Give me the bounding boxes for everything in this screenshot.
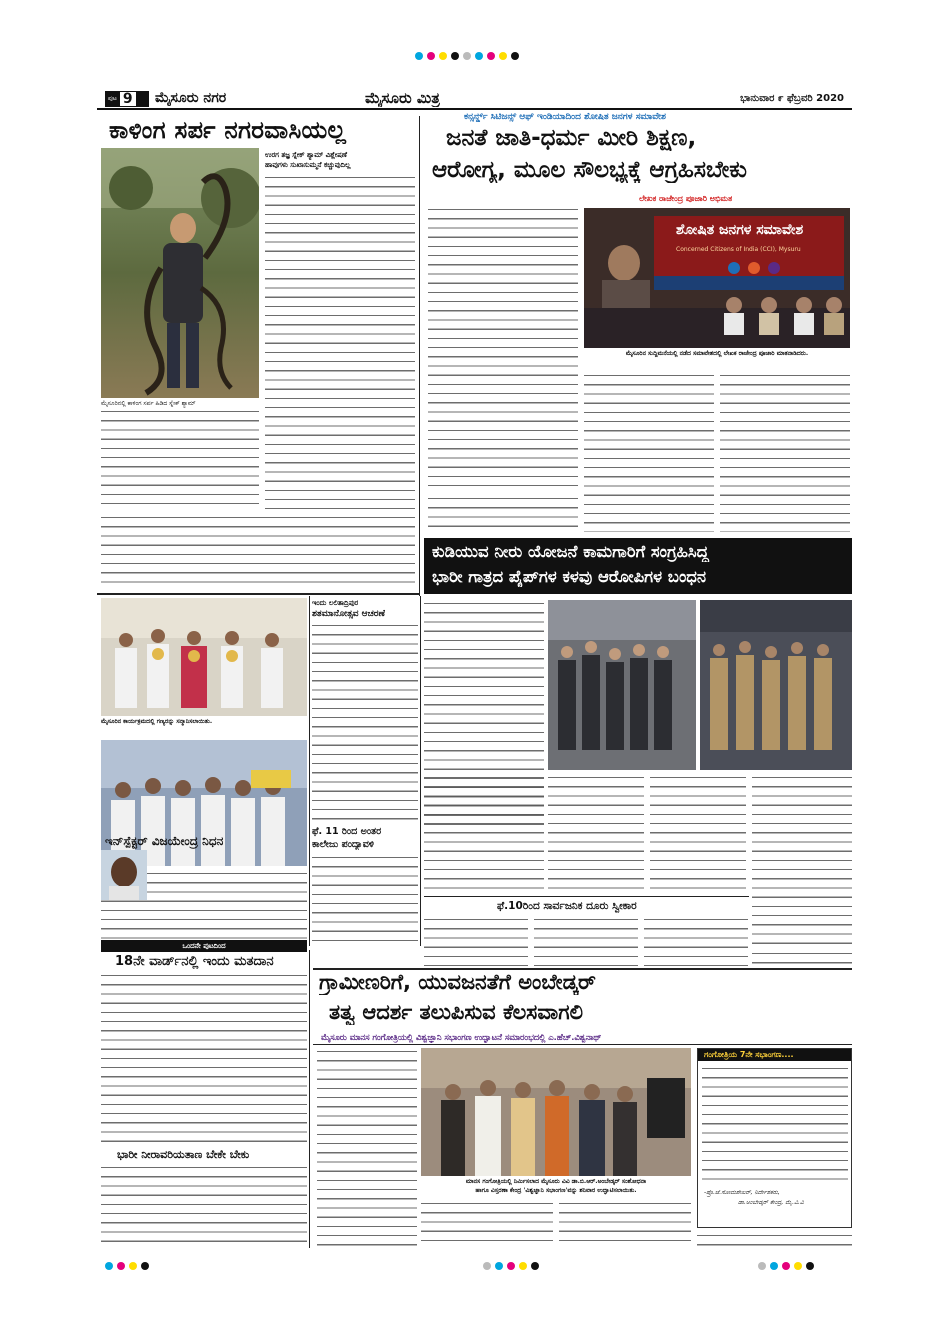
ambedkar-headline-2: ತತ್ವ ಆದರ್ಶ ತಲುಪಿಸುವ ಕೆಲಸವಾಗಲಿ [329, 1000, 583, 1024]
pipes-headline-band [424, 538, 852, 594]
college-headline-2: ಕಾಲೇಜು ಪಂದ್ಯಾವಳಿ [312, 839, 374, 850]
rule [313, 1044, 852, 1045]
snake-photo [101, 148, 259, 398]
pipes-body-col4 [752, 774, 852, 949]
pipes-photo [548, 600, 852, 770]
page-label: ಪುಟ [108, 95, 117, 102]
rule [424, 896, 749, 897]
obituary-headline: ಇನ್‌ಸ್ಪೆಕ್ಟರ್ ವಿಜಯೇಂದ್ರ ನಿಧನ [105, 834, 224, 848]
ambedkar-story [313, 970, 852, 1248]
centenary-headline: ಶತಮಾನೋತ್ಸವ ಆಚರಣೆ [312, 609, 386, 619]
sidebar-signature-1: -ಪ್ರೊ.ಜೆ.ಸೋಮಶೇಖರ್, ನಿರ್ದೇಶಕರು, [704, 1189, 780, 1196]
pipes-body-lower [424, 774, 544, 894]
sidebar-title-band [698, 1049, 851, 1061]
ambedkar-subhead: ಮೈಸೂರು ಮಾನಸ ಗಂಗೋತ್ರಿಯಲ್ಲಿ ವಿಶ್ವಜ್ಞಾನಿ ಸಭಾಂಗಣ ಉದ್ಘಾಟನೆ ಸಮಾರಂಭದಲ್ಲಿ ಎ.ಹೆಚ್.ವಿಶ್ವನಾಥ್ [321, 1032, 602, 1042]
rule [309, 950, 310, 1248]
felicitation-caption: ಮೈಸೂರಿನ ಕಾರ್ಯಕ್ರಮದಲ್ಲಿ ಗಣ್ಯರನ್ನು ಸನ್ಮಾನಿಸಲಾಯಿತು. [101, 718, 213, 725]
ambedkar-caption-2: ಹಾಗೂ ವಿಸ್ತರಣಾ ಕೇಂದ್ರ 'ವಿಶ್ವಜ್ಞಾನಿ ಸಭಾಂಗಣ'ವನ್ನು ಶನಿವಾರ ಉದ್ಘಾಟಿಸಲಾಯಿತು. [475, 1187, 637, 1194]
felicitation-photo-1 [101, 598, 307, 716]
issue-date: ಭಾನುವಾರ ೯ ಫೆಬ್ರವರಿ 2020 [740, 93, 844, 104]
snake-body-bottom [101, 514, 415, 586]
rule [309, 596, 310, 946]
newspaper-page [97, 88, 852, 1248]
caste-body-col3 [720, 372, 850, 532]
obituary-footer-band [101, 940, 307, 952]
caste-event-photo [584, 208, 850, 348]
pipes-body-col2 [548, 774, 644, 894]
page-number-badge [105, 91, 149, 107]
sidebar-text [702, 1065, 848, 1183]
caste-headline-2: ಆರೋಗ್ಯ, ಮೂಲ ಸೌಲಭ್ಯಕ್ಕೆ ಆಗ್ರಹಿಸಬೇಕು [432, 157, 747, 183]
registration-marks-top [415, 52, 519, 60]
obituary-footer: ಒಂದನೇ ಪುಟದಿಂದ [182, 941, 226, 950]
ambedkar-body-col4 [697, 1232, 852, 1248]
ward-body-2 [101, 1164, 307, 1248]
section-title: ಮೈಸೂರು ನಗರ [155, 90, 227, 106]
caste-kicker: ಕನ್ಸರ್ನ್ಡ್ ಸಿಟಿಜನ್ಸ್ ಆಫ್ ಇಂಡಿಯಾದಿಂದ ಶೋಷಿತ ಜನಗಳ ಸಮಾವೇಶ [464, 112, 666, 122]
complaints-headline: ಫೆ.10ರಿಂದ ಸಾರ್ವಜನಿಕ ದೂರು ಸ್ವೀಕಾರ [497, 900, 637, 912]
ambedkar-headline-1: ಗ್ರಾಮೀಣರಿಗೆ, ಯುವಜನತೆಗೆ ಅಂಬೇಡ್ಕರ್ [319, 970, 596, 994]
ambedkar-body-col3 [559, 1200, 691, 1248]
ambedkar-photo [421, 1048, 691, 1176]
masthead [97, 88, 852, 110]
centenary-kicker: ಇಂದು ಲಲಿತಾದ್ರಿಪುರ [312, 599, 359, 607]
snake-bullets [265, 150, 415, 170]
ward-body [101, 972, 307, 1146]
college-headline-1: ಫೆ. 11 ರಿಂದ ಅಂತರ [312, 826, 382, 837]
caste-body-col2 [584, 372, 714, 532]
registration-marks-bottom [105, 1262, 814, 1270]
pipes-body-col3 [650, 774, 746, 894]
rule [419, 116, 420, 596]
caste-caption: ಮೈಸೂರಿನ ಸುದ್ದಿಮನೆಯಲ್ಲಿ ನಡೆದ ಸಮಾವೇಶದಲ್ಲಿ ಲೇಖಕ ರಾಜೇಂದ್ರ ಪೂಜಾರಿ ಮಾತನಾಡಿದರು. [625, 350, 809, 357]
ward-headline: 18ನೇ ವಾರ್ಡ್‌ನಲ್ಲಿ ಇಂದು ಮತದಾನ [115, 954, 274, 969]
rule [97, 593, 419, 595]
sidebar-box [697, 1048, 852, 1228]
snake-caption-text [101, 408, 259, 508]
caste-body-col1b [428, 495, 578, 535]
rule [313, 968, 852, 970]
complaints-body-2 [534, 916, 638, 966]
sidebar-title: ಗಂಗೋತ್ರಿಯ 7ನೇ ಸಭಾಂಗಣ.... [704, 1050, 794, 1059]
obituary-portrait [101, 850, 147, 900]
snake-story [97, 116, 417, 672]
caste-byline: ಲೇಖಕ ರಾಜೇಂದ್ರ ಪೂಜಾರಿ ಅಭಿಮತ [639, 194, 733, 203]
rule [420, 596, 421, 946]
pipes-continued [752, 950, 852, 970]
snake-headline: ಕಾಳಿಂಗ ಸರ್ಪ ನಗರವಾಸಿಯಲ್ಲ [109, 116, 347, 144]
complaints-body-1 [424, 916, 528, 966]
snake-bullet-2: ಹಾವುಗಳು ಸುಖಾಸುಮ್ಮನೆ ಕಚ್ಚುವುದಿಲ್ಲ [265, 161, 351, 169]
ambedkar-body-col1 [317, 1048, 417, 1248]
banner-text: ಶೋಷಿತ ಜನಗಳ ಸಮಾವೇಶ [676, 222, 804, 238]
college-body [312, 854, 418, 944]
centenary-body [312, 622, 418, 822]
paper-name: ಮೈಸೂರು ಮಿತ್ರ [365, 89, 440, 107]
ambedkar-caption-1: ಮಾನಸ ಗಂಗೋತ್ರಿಯಲ್ಲಿ ನಿರ್ಮಿಸಲಾದ ಮೈಸೂರು ವಿವಿ ಡಾ.ಬಿ.ಆರ್.ಅಂಬೇಡ್ಕರ್ ಸಂಶೋಧನಾ [465, 1178, 647, 1185]
pipes-headline-2: ಭಾರೀ ಗಾತ್ರದ ಪೈಪ್‌ಗಳ ಕಳವು ಆರೋಪಿಗಳ ಬಂಧನ [432, 567, 707, 586]
page-number: 9 [120, 92, 136, 106]
caste-headline-1: ಜನತೆ ಜಾತಿ-ಧರ್ಮ ಮೀರಿ ಶಿಕ್ಷಣ, [446, 125, 697, 151]
banner-subtext: Concerned Citizens of India (CCI), Mysuru [676, 246, 801, 253]
caste-body-col1 [428, 206, 578, 491]
ward-subhead: ಭಾರೀ ನೀರಾವರಿಯತಾಣ ಬೇಕೇ ಬೇಕು [117, 1148, 250, 1161]
sidebar-signature-2: ಡಾ.ಅಂಬೇಡ್ಕರ್ ಕೇಂದ್ರ, ಮೈ.ವಿ.ವಿ [738, 1199, 804, 1206]
complaints-body-3 [644, 916, 748, 966]
snake-caption: ಮೈಸೂರಿನಲ್ಲಿ ಕಾಳಿಂಗ ಸರ್ಪ ಹಿಡಿದ ಸ್ನೇಕ್ ಶ್ಯಾಮ್ [101, 400, 196, 407]
ambedkar-body-col2 [421, 1200, 553, 1248]
snake-body-text [265, 174, 415, 509]
snake-bullet-1: ಉರಗ ತಜ್ಞ ಸ್ನೇಕ್ ಶ್ಯಾಮ್ ವಿಶ್ಲೇಷಣೆ [265, 151, 347, 159]
pipes-headline-1: ಕುಡಿಯುವ ನೀರು ಯೋಜನೆ ಕಾಮಗಾರಿಗೆ ಸಂಗ್ರಹಿಸಿದ್ದ [432, 542, 709, 561]
